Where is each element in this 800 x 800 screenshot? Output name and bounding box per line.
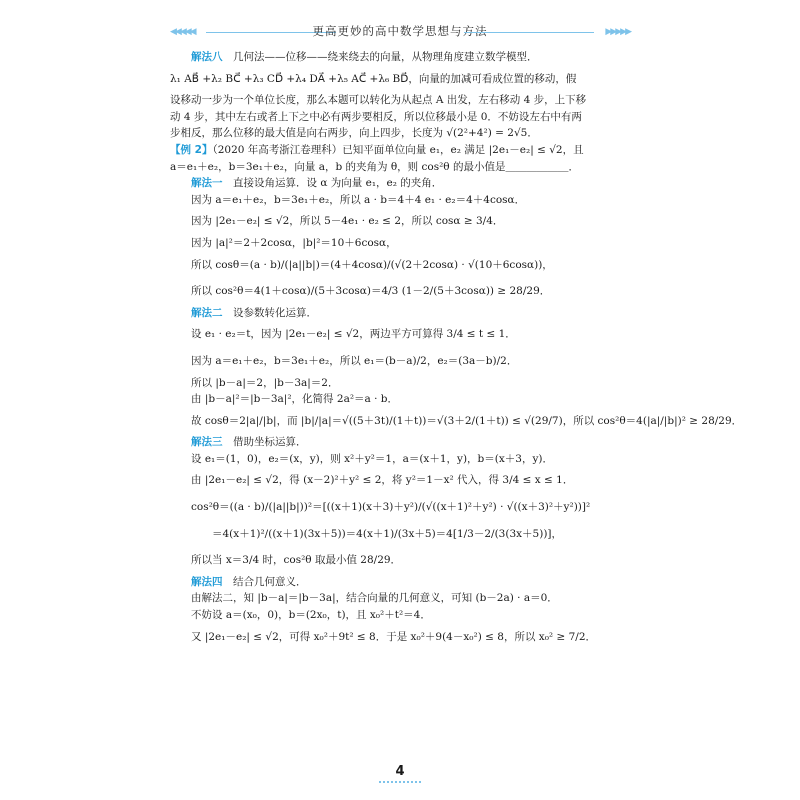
text-line: 动 4 步，其中左右或者上下之中必有两步要相反，所以位移最小是 0．不妨设左右中有两 bbox=[170, 110, 582, 123]
text-line: 故 cosθ＝2|a|/|b|，而 |b|/|a|＝√((5＋3t)/(1＋t))＝√(3＋2/(1＋t)) ≤ √(29/7)，所以 cos²θ＝4(|a|/|b|)² ≥ 28/29． bbox=[191, 414, 743, 427]
text-line: 解法一 直接设角运算．设 α 为向量 e₁，e₂ 的夹角． bbox=[191, 177, 443, 190]
text-line: 因为 |a|²＝2＋2cosα，|b|²＝10＋6cosα， bbox=[191, 236, 397, 249]
text-line: 设 e₁ · e₂＝t，因为 |2e₁－e₂| ≤ √2，两边平方可算得 3/4 ≤ t ≤ 1． bbox=[191, 328, 516, 341]
text-line: a＝e₁＋e₂，b＝3e₁＋e₂，向量 a，b 的夹角为 θ，则 cos²θ 的最小值是＿＿＿＿＿＿． bbox=[170, 160, 579, 173]
method-tag: 解法八 bbox=[191, 51, 223, 63]
text-line: 解法四 结合几何意义． bbox=[191, 575, 307, 588]
header-arrows-right-icon: ▶▶▶▶▶ bbox=[605, 27, 630, 37]
text-line: 设 e₁＝(1，0)，e₂＝(x，y)，则 x²＋y²＝1，a＝(x＋1，y)，b＝(x＋3，y)． bbox=[191, 452, 554, 465]
text-line: 由 |2e₁－e₂| ≤ √2，得 (x－2)²＋y² ≤ 2，将 y²＝1－x² 代入，得 3/4 ≤ x ≤ 1． bbox=[191, 474, 574, 487]
example-tag: 【例 2】 bbox=[170, 143, 213, 156]
text-line: ＝4(x＋1)²/((x＋1)(3x＋5))＝4(x＋1)/(3x＋5)＝4[1/3－2/(3(3x＋5))]， bbox=[191, 527, 563, 540]
method-tag: 解法四 bbox=[191, 575, 223, 588]
page-number: 4 bbox=[395, 764, 405, 779]
text-line: 解法二 设参数转化运算． bbox=[191, 306, 317, 319]
text-line: 所以当 x＝3/4 时，cos²θ 取最小值 28/29． bbox=[191, 554, 402, 567]
method-tag: 解法一 bbox=[191, 177, 223, 190]
header-title: 更高更妙的高中数学思想与方法 bbox=[312, 24, 488, 38]
text-line: 所以 cosθ＝(a · b)/(|a||b|)＝(4＋4cosα)/(√(2＋2cosα) · √(10＋6cosα))， bbox=[191, 258, 553, 271]
text-line: 步相反，那么位移的最大值是向右两步，向上四步，长度为 √(2²+4²) = 2√5． bbox=[170, 127, 538, 140]
text-line: 设移动一步为一个单位长度，那么本题可以转化为从起点 A 出发，左右移动 4 步，上下移 bbox=[170, 94, 587, 107]
text-line: cos²θ＝((a · b)/(|a||b|))²＝[((x＋1)(x＋3)＋y²)/(√((x＋1)²＋y²) · √((x＋3)²＋y²))]² bbox=[191, 501, 591, 514]
text-line: 所以 |b－a|＝2，|b－3a|＝2． bbox=[191, 376, 339, 389]
text-line: 所以 cos²θ＝4(1＋cosα)/(5＋3cosα)＝4/3 (1－2/(5＋3cosα)) ≥ 28/29． bbox=[191, 285, 551, 298]
text-line: 因为 a＝e₁＋e₂，b＝3e₁＋e₂，所以 e₁＝(b－a)/2，e₂＝(3a－b)/2． bbox=[191, 354, 518, 367]
header-rule-right bbox=[464, 32, 594, 33]
text-line: 解法八 几何法——位移——绕来绕去的向量，从物理角度建立数学模型． bbox=[191, 51, 538, 63]
text-line: 由 |b－a|²＝|b－3a|²，化简得 2a²＝a · b． bbox=[191, 393, 399, 406]
text-line: 又 |2e₁－e₂| ≤ √2，可得 x₀²＋9t² ≤ 8．于是 x₀²＋9(4－x₀²) ≤ 8，所以 x₀² ≥ 7/2． bbox=[191, 630, 596, 643]
header-arrows-left-icon: ◀◀◀◀◀ bbox=[170, 27, 195, 37]
text-line: 因为 a＝e₁＋e₂，b＝3e₁＋e₂，所以 a · b＝4＋4 e₁ · e₂＝4＋4cosα． bbox=[191, 193, 526, 206]
running-header bbox=[170, 22, 630, 42]
page-body bbox=[170, 50, 743, 651]
text-line: 解法三 借助坐标运算． bbox=[191, 436, 307, 449]
text-line: 由解法二，知 |b－a|＝|b－3a|，结合向量的几何意义，可知 (b－2a) · a＝0． bbox=[191, 592, 558, 605]
text-line: 因为 |2e₁－e₂| ≤ √2，所以 5－4e₁ · e₂ ≤ 2，所以 cosα ≥ 3/4． bbox=[191, 215, 504, 228]
text-line: 不妨设 a＝(x₀，0)，b＝(2x₀，t)，且 x₀²＋t²＝4． bbox=[191, 609, 431, 622]
method-tag: 解法二 bbox=[191, 306, 223, 319]
method-tag: 解法三 bbox=[191, 436, 223, 449]
text-line: λ₁ AB⃗ +λ₂ BC⃗ +λ₃ CD⃗ +λ₄ DA⃗ +λ₅ AC⃗ +λ₆ BD⃗，向量的加减可看成位置的移动，假 bbox=[170, 72, 577, 85]
text-line: 【例 2】（2020 年高考浙江卷理科）已知平面单位向量 e₁，e₂ 满足 |2e₁－e₂| ≤ √2，且 bbox=[170, 143, 584, 156]
page-footer bbox=[0, 760, 800, 783]
page-number-underline bbox=[379, 781, 421, 783]
